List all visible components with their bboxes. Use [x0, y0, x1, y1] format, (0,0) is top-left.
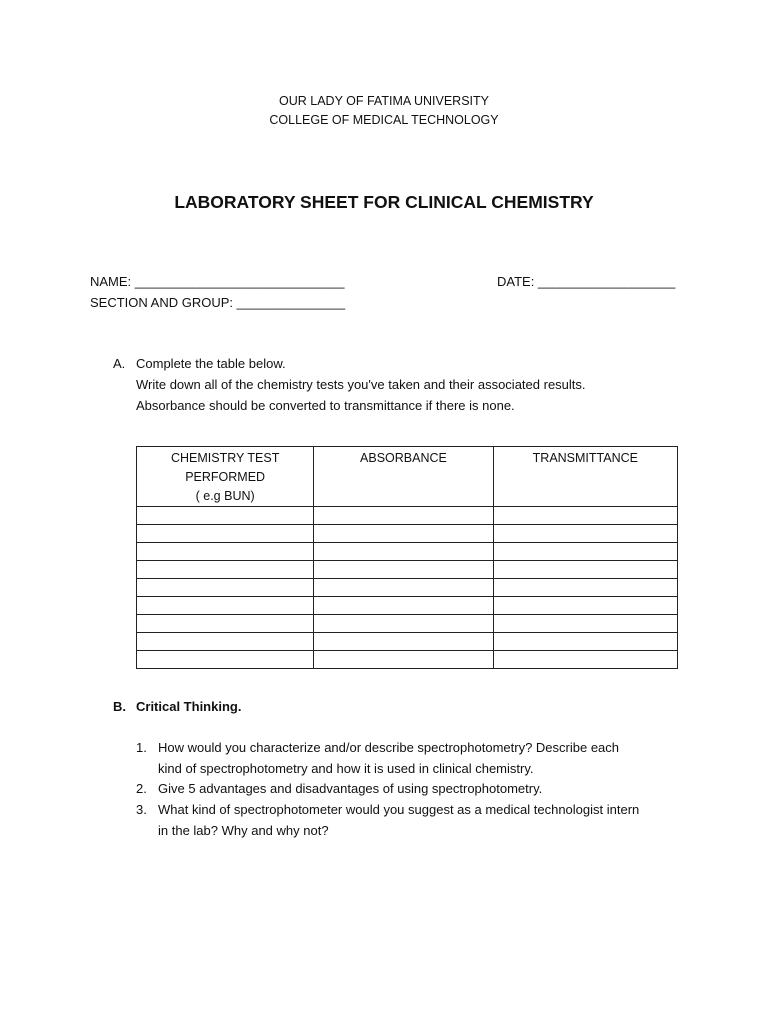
header-chemistry-test-line-1: CHEMISTRY TEST [170, 451, 280, 465]
section-group-field[interactable]: SECTION AND GROUP: _______________ [90, 295, 346, 310]
table-cell[interactable] [137, 633, 314, 651]
table-cell[interactable] [493, 597, 677, 615]
results-table [136, 446, 678, 669]
question-3-line-2: in the lab? Why and why not? [158, 823, 329, 838]
table-cell[interactable] [314, 543, 493, 561]
question-1-number: 1. [136, 740, 147, 755]
table-cell[interactable] [137, 579, 314, 597]
table-cell[interactable] [137, 507, 314, 525]
table-row [137, 525, 678, 543]
section-a-line-3: Absorbance should be converted to transmittance if there is none. [136, 398, 515, 413]
table-cell[interactable] [314, 651, 493, 669]
table-cell[interactable] [314, 597, 493, 615]
table-cell[interactable] [314, 633, 493, 651]
table-cell[interactable] [314, 525, 493, 543]
table-cell[interactable] [493, 579, 677, 597]
section-b-marker: B. [113, 699, 126, 714]
university-name: OUR LADY OF FATIMA UNIVERSITY [279, 94, 489, 108]
table-cell[interactable] [493, 543, 677, 561]
table-cell[interactable] [493, 615, 677, 633]
table-cell[interactable] [314, 615, 493, 633]
table-row [137, 543, 678, 561]
question-2-line-1: Give 5 advantages and disadvantages of using spectrophotometry. [158, 781, 543, 796]
section-a-marker: A. [113, 356, 126, 371]
header-transmittance [493, 447, 677, 507]
table-cell[interactable] [314, 561, 493, 579]
table-cell[interactable] [493, 651, 677, 669]
table-row [137, 615, 678, 633]
table-row [137, 579, 678, 597]
question-3-number: 3. [136, 802, 147, 817]
question-1-line-1: How would you characterize and/or describe spectrophotometry? Describe each [158, 740, 620, 755]
table-header-row [137, 447, 678, 507]
date-field[interactable]: DATE: ___________________ [497, 274, 676, 289]
header-absorbance [314, 447, 493, 507]
table-row [137, 633, 678, 651]
table-row [137, 561, 678, 579]
table-cell[interactable] [314, 507, 493, 525]
table-row [137, 597, 678, 615]
table-cell[interactable] [314, 579, 493, 597]
table-cell[interactable] [137, 615, 314, 633]
section-a-line-1: Complete the table below. [136, 356, 286, 371]
table-row [137, 507, 678, 525]
section-a-line-2: Write down all of the chemistry tests you've taken and their associated results. [136, 377, 586, 392]
table-cell[interactable] [493, 633, 677, 651]
question-2-number: 2. [136, 781, 147, 796]
header-chemistry-test-line-3: ( e.g BUN) [195, 489, 255, 503]
header-transmittance-label: TRANSMITTANCE [532, 451, 638, 465]
question-1-line-2: kind of spectrophotometry and how it is used in clinical chemistry. [158, 761, 534, 776]
table-cell[interactable] [493, 525, 677, 543]
header-chemistry-test [137, 447, 314, 507]
document-title: LABORATORY SHEET FOR CLINICAL CHEMISTRY [174, 192, 594, 212]
table-cell[interactable] [137, 651, 314, 669]
table-cell[interactable] [493, 561, 677, 579]
table-row [137, 651, 678, 669]
college-name: COLLEGE OF MEDICAL TECHNOLOGY [269, 113, 499, 127]
table-cell[interactable] [137, 597, 314, 615]
question-3-line-1: What kind of spectrophotometer would you suggest as a medical technologist intern [158, 802, 640, 817]
table-cell[interactable] [137, 561, 314, 579]
table-cell[interactable] [137, 543, 314, 561]
section-b-heading: Critical Thinking. [136, 699, 242, 714]
table-cell[interactable] [137, 525, 314, 543]
name-field[interactable]: NAME: _____________________________ [90, 274, 345, 289]
header-chemistry-test-line-2: PERFORMED [185, 470, 266, 484]
table-cell[interactable] [493, 507, 677, 525]
header-absorbance-label: ABSORBANCE [360, 451, 447, 465]
